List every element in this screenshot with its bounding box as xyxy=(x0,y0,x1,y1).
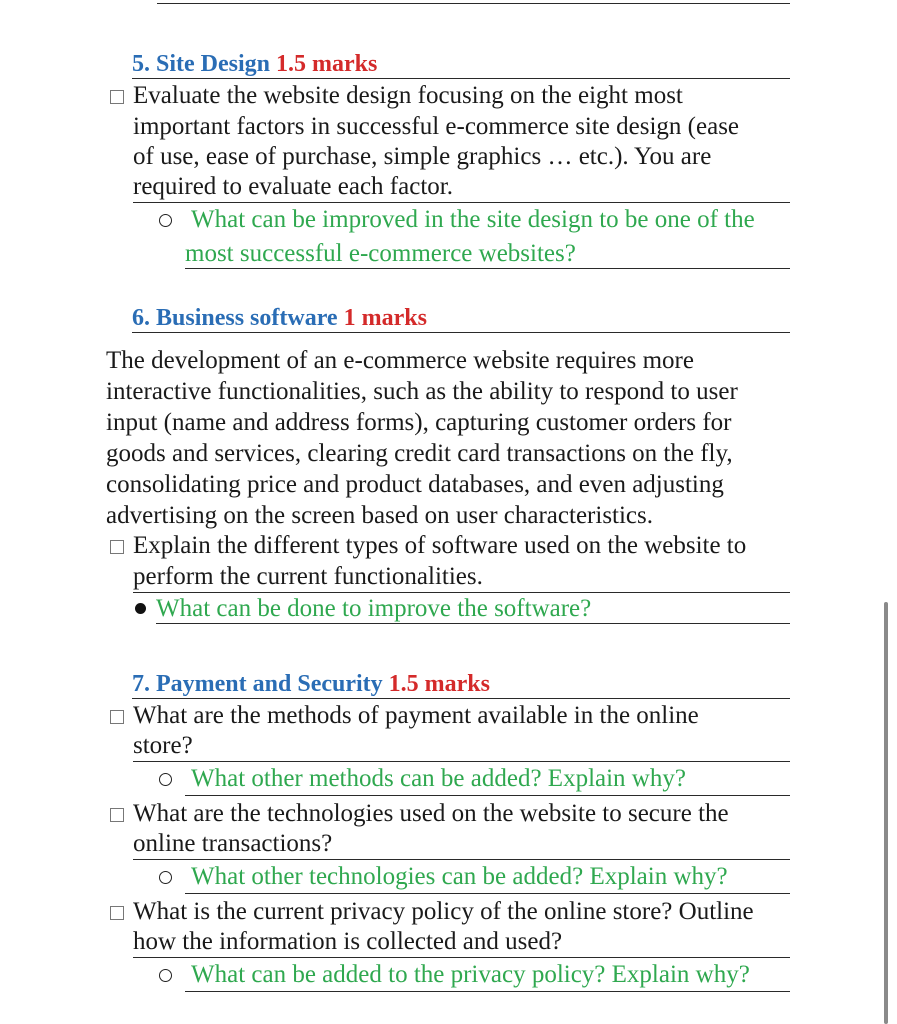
section-7-q3-line: What is the current privacy policy of the online store? Outline xyxy=(133,898,754,925)
divider-line xyxy=(185,991,790,992)
section-7-q1-line: What are the methods of payment available in the online xyxy=(133,702,699,729)
checkbox-icon xyxy=(110,710,124,724)
section-6-paragraph-line: interactive functionalities, such as the ability to respond to user xyxy=(106,378,738,405)
divider-line xyxy=(133,761,790,762)
checkbox-icon xyxy=(110,906,124,920)
divider-line xyxy=(132,78,790,79)
section-7-q1-line: store? xyxy=(133,732,193,759)
section-5-task-line: important factors in successful e-commerce site design (ease xyxy=(133,113,740,140)
section-5-sub-line: What can be improved in the site design to be one of the xyxy=(191,206,755,233)
circle-bullet-icon xyxy=(159,969,172,982)
divider-line xyxy=(132,698,790,699)
section-7-q3-sub: What can be added to the privacy policy? Explain why? xyxy=(191,961,750,988)
checkbox-icon xyxy=(110,808,124,822)
section-5-task-line: Evaluate the website design focusing on the eight most xyxy=(133,82,683,109)
divider-line xyxy=(185,268,790,269)
section-6-paragraph-line: The development of an e-commerce website requires more xyxy=(106,347,694,374)
section-7-title: Payment and Security xyxy=(156,671,383,697)
section-6-paragraph-line: consolidating price and product databases, and even adjusting xyxy=(106,471,724,498)
section-5-sub-line: most successful e-commerce websites? xyxy=(185,240,576,267)
circle-bullet-icon xyxy=(159,871,172,884)
section-6-paragraph-line: goods and services, clearing credit card transactions on the fly, xyxy=(106,440,733,467)
section-6-number: 6. xyxy=(132,305,150,331)
section-6-marks: 1 marks xyxy=(343,305,427,331)
section-6-task-line: perform the current functionalities. xyxy=(133,563,483,590)
divider-line xyxy=(157,3,790,4)
circle-bullet-icon xyxy=(159,214,172,227)
scrollbar-thumb[interactable] xyxy=(884,602,888,1024)
section-5-task-line: of use, ease of purchase, simple graphics … etc.). You are xyxy=(133,143,712,170)
section-6-heading xyxy=(132,303,427,333)
section-7-q3-line: how the information is collected and used? xyxy=(133,928,563,955)
section-7-number: 7. xyxy=(132,671,150,697)
divider-line xyxy=(133,957,790,958)
section-7-heading xyxy=(132,669,490,699)
section-6-paragraph-line: advertising on the screen based on user characteristics. xyxy=(106,502,654,529)
section-7-q2-line: What are the technologies used on the website to secure the xyxy=(133,800,729,827)
divider-line xyxy=(132,332,790,333)
section-6-paragraph-line: input (name and address forms), capturing customer orders for xyxy=(106,409,732,436)
bullet-icon xyxy=(135,603,146,614)
section-7-q2-sub: What other technologies can be added? Explain why? xyxy=(191,863,728,890)
checkbox-icon xyxy=(110,90,124,104)
divider-line xyxy=(133,592,790,593)
divider-line xyxy=(133,859,790,860)
divider-line xyxy=(133,202,790,203)
section-5-task-line: required to evaluate each factor. xyxy=(133,173,453,200)
circle-bullet-icon xyxy=(159,773,172,786)
section-6-sub-line: What can be done to improve the software? xyxy=(156,595,592,622)
section-7-q2-line: online transactions? xyxy=(133,830,333,857)
divider-line xyxy=(185,795,790,796)
section-5-title: Site Design xyxy=(156,51,270,77)
section-7-q1-sub: What other methods can be added? Explain why? xyxy=(191,765,686,792)
section-6-task-line: Explain the different types of software used on the website to xyxy=(133,532,747,559)
section-5-heading xyxy=(132,49,377,79)
section-5-number: 5. xyxy=(132,51,150,77)
checkbox-icon xyxy=(110,540,124,554)
section-6-title: Business software xyxy=(156,305,338,331)
section-7-marks: 1.5 marks xyxy=(388,671,490,697)
section-5-marks: 1.5 marks xyxy=(276,51,378,77)
divider-line xyxy=(156,623,790,624)
divider-line xyxy=(185,893,790,894)
